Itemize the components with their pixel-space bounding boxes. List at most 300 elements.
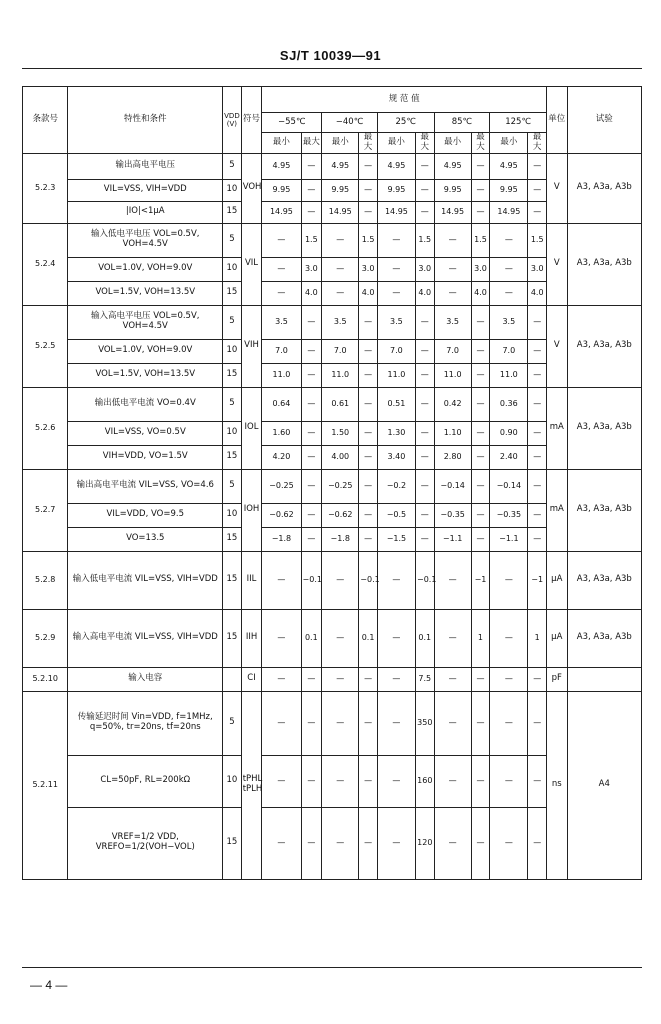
spec-value-cell: — (471, 363, 490, 387)
table-row (23, 609, 642, 667)
vdd-value: 15 (223, 609, 242, 667)
spec-value-cell: — (262, 691, 301, 755)
spec-value-cell: −0.14 (434, 469, 471, 503)
spec-value-cell: — (301, 755, 322, 807)
condition-text: VIL=VSS, VIH=VDD (68, 179, 223, 201)
col-unit-header: 单位 (546, 87, 567, 154)
spec-value-cell: — (262, 223, 301, 257)
max-header: 最大 (416, 133, 435, 154)
spec-value-cell: 4.0 (301, 281, 322, 305)
spec-value-cell: 1.10 (434, 421, 471, 445)
spec-value-cell: — (471, 469, 490, 503)
test-group: A3, A3a, A3b (567, 609, 641, 667)
spec-value-cell: — (490, 755, 528, 807)
item-number: 5.2.6 (23, 387, 68, 469)
spec-value-cell: 14.95 (377, 201, 415, 223)
spec-value-cell: — (416, 339, 435, 363)
vdd-value: 15 (223, 527, 242, 551)
condition-text: VIH=VDD, VO=1.5V (68, 445, 223, 469)
spec-value-cell: 4.95 (262, 153, 301, 179)
spec-value-cell: — (471, 527, 490, 551)
spec-value-cell: — (377, 609, 415, 667)
spec-value-cell: — (471, 755, 490, 807)
spec-value-cell: 9.95 (490, 179, 528, 201)
spec-value-cell: — (528, 421, 547, 445)
spec-value-cell: −0.62 (322, 503, 359, 527)
spec-value-cell: — (434, 223, 471, 257)
spec-value-cell: 11.0 (377, 363, 415, 387)
spec-value-cell: — (434, 551, 471, 609)
spec-value-cell: 3.0 (471, 257, 490, 281)
temp-header: 125℃ (490, 113, 547, 133)
spec-value-cell: — (416, 469, 435, 503)
spec-value-cell: — (490, 551, 528, 609)
spec-value-cell: 3.40 (377, 445, 415, 469)
spec-value-cell: −1.5 (377, 527, 415, 551)
spec-value-cell: 4.0 (471, 281, 490, 305)
vdd-value: 15 (223, 201, 242, 223)
spec-value-cell: −1 (471, 551, 490, 609)
item-number: 5.2.3 (23, 153, 68, 223)
vdd-value: 10 (223, 503, 242, 527)
spec-value-cell: — (471, 305, 490, 339)
spec-value-cell: −1.8 (322, 527, 359, 551)
spec-value-cell: — (322, 807, 359, 879)
spec-value-cell: 4.95 (322, 153, 359, 179)
spec-value-cell: 7.0 (377, 339, 415, 363)
condition-text: VOL=1.0V, VOH=9.0V (68, 339, 223, 363)
vdd-value: 15 (223, 807, 242, 879)
standard-code-header: SJ/T 10039—91 (279, 48, 382, 63)
spec-value-cell: — (471, 339, 490, 363)
spec-value-cell: — (359, 691, 378, 755)
spec-value-cell: — (434, 691, 471, 755)
spec-value-cell: — (262, 257, 301, 281)
spec-value-cell: −0.35 (434, 503, 471, 527)
condition-text: VOL=1.5V, VOH=13.5V (68, 363, 223, 387)
spec-value-cell: — (262, 807, 301, 879)
spec-value-cell: — (528, 201, 547, 223)
spec-value-cell: 1.5 (359, 223, 378, 257)
unit: pF (546, 667, 567, 691)
spec-value-cell: −0.14 (490, 469, 528, 503)
spec-value-cell: 0.1 (359, 609, 378, 667)
spec-value-cell: 7.0 (490, 339, 528, 363)
item-number: 5.2.8 (23, 551, 68, 609)
spec-value-cell: — (322, 281, 359, 305)
spec-value-cell: — (528, 755, 547, 807)
spec-value-cell: — (377, 551, 415, 609)
spec-value-cell: — (301, 445, 322, 469)
spec-value-cell: 0.42 (434, 387, 471, 421)
spec-value-cell: 7.0 (262, 339, 301, 363)
spec-table (22, 86, 642, 880)
spec-value-cell: 11.0 (490, 363, 528, 387)
spec-value-cell: — (416, 179, 435, 201)
spec-value-cell: −0.62 (262, 503, 301, 527)
spec-value-cell: — (490, 281, 528, 305)
spec-value-cell: 4.0 (359, 281, 378, 305)
min-header: 最小 (434, 133, 471, 154)
spec-value-cell: — (359, 445, 378, 469)
spec-value-cell: — (301, 305, 322, 339)
spec-value-cell: — (471, 807, 490, 879)
table-row (23, 667, 642, 691)
spec-value-cell: — (471, 691, 490, 755)
spec-value-cell: — (359, 339, 378, 363)
test-group: A3, A3a, A3b (567, 153, 641, 223)
spec-value-cell: 4.95 (434, 153, 471, 179)
spec-value-cell: — (490, 257, 528, 281)
spec-value-cell: 2.80 (434, 445, 471, 469)
condition-text: VIL=VSS, VO=0.5V (68, 421, 223, 445)
spec-value-cell: −1.1 (434, 527, 471, 551)
condition-text: 输入高电平电压 VOL=0.5V, VOH=4.5V (68, 305, 223, 339)
test-group: A3, A3a, A3b (567, 387, 641, 469)
spec-value-cell: — (528, 807, 547, 879)
max-header: 最大 (359, 133, 378, 154)
spec-value-cell: 1.30 (377, 421, 415, 445)
spec-value-cell: 160 (416, 755, 435, 807)
spec-value-cell: 0.36 (490, 387, 528, 421)
symbol: VOH (241, 153, 262, 223)
spec-value-cell: — (528, 153, 547, 179)
spec-value-cell: 1 (528, 609, 547, 667)
symbol: CI (241, 667, 262, 691)
spec-value-cell: — (322, 257, 359, 281)
col-char-header: 特性和条件 (68, 87, 223, 154)
spec-value-cell: 0.64 (262, 387, 301, 421)
spec-value-cell: 0.51 (377, 387, 415, 421)
spec-value-cell: — (471, 387, 490, 421)
spec-value-cell: — (471, 421, 490, 445)
spec-value-cell: 3.0 (301, 257, 322, 281)
table-row (23, 387, 642, 421)
spec-value-cell: 4.0 (528, 281, 547, 305)
vdd-value: 5 (223, 387, 242, 421)
spec-value-cell: 1.5 (301, 223, 322, 257)
spec-value-cell: — (359, 667, 378, 691)
test-group: A3, A3a, A3b (567, 551, 641, 609)
vdd-value: 15 (223, 445, 242, 469)
spec-value-cell: 1.5 (416, 223, 435, 257)
symbol: tPHL tPLH (241, 691, 262, 879)
spec-value-cell: 7.0 (322, 339, 359, 363)
spec-value-header: 规 范 值 (262, 87, 547, 113)
spec-value-cell: — (322, 551, 359, 609)
spec-value-cell: −0.1 (359, 551, 378, 609)
spec-value-cell: — (471, 667, 490, 691)
vdd-value: 10 (223, 339, 242, 363)
spec-value-cell: 9.95 (377, 179, 415, 201)
min-header: 最小 (262, 133, 301, 154)
spec-value-cell: — (528, 445, 547, 469)
spec-value-cell: — (528, 363, 547, 387)
temp-header: −55℃ (262, 113, 322, 133)
table-row (23, 153, 642, 179)
spec-value-cell: — (471, 153, 490, 179)
spec-value-cell: — (416, 387, 435, 421)
spec-value-cell: 1 (471, 609, 490, 667)
spec-value-cell: 3.5 (490, 305, 528, 339)
spec-value-cell: — (490, 223, 528, 257)
condition-text: 输入低电平电流 VIL=VSS, VIH=VDD (68, 551, 223, 609)
spec-value-cell: 14.95 (322, 201, 359, 223)
spec-value-cell: −1.1 (490, 527, 528, 551)
vdd-value: 5 (223, 305, 242, 339)
spec-value-cell: 14.95 (434, 201, 471, 223)
spec-value-cell: — (434, 755, 471, 807)
spec-value-cell: — (301, 153, 322, 179)
spec-value-cell: — (490, 609, 528, 667)
spec-value-cell: 3.5 (322, 305, 359, 339)
min-header: 最小 (377, 133, 415, 154)
min-header: 最小 (490, 133, 528, 154)
footer-rule (22, 967, 642, 968)
spec-value-cell: 3.5 (434, 305, 471, 339)
symbol: IIH (241, 609, 262, 667)
spec-value-cell: 3.0 (359, 257, 378, 281)
spec-value-cell: — (301, 179, 322, 201)
unit: V (546, 223, 567, 305)
spec-value-cell: 14.95 (262, 201, 301, 223)
condition-text: VO=13.5 (68, 527, 223, 551)
vdd-value: 15 (223, 551, 242, 609)
vdd-value: 10 (223, 421, 242, 445)
symbol: VIH (241, 305, 262, 387)
spec-value-cell: 3.0 (528, 257, 547, 281)
max-header: 最大 (471, 133, 490, 154)
spec-value-cell: 1.5 (471, 223, 490, 257)
symbol: IIL (241, 551, 262, 609)
spec-value-cell: — (359, 179, 378, 201)
spec-value-cell: — (301, 667, 322, 691)
spec-value-cell: — (377, 223, 415, 257)
spec-value-cell: 9.95 (262, 179, 301, 201)
spec-value-cell: — (416, 363, 435, 387)
spec-value-cell: 3.5 (262, 305, 301, 339)
item-number: 5.2.4 (23, 223, 68, 305)
test-group: A3, A3a, A3b (567, 223, 641, 305)
temp-header: −40℃ (322, 113, 378, 133)
spec-value-cell: — (262, 281, 301, 305)
col-item-header: 条款号 (23, 87, 68, 154)
condition-text: VOL=1.5V, VOH=13.5V (68, 281, 223, 305)
spec-value-cell: — (528, 503, 547, 527)
vdd-value: 5 (223, 691, 242, 755)
spec-value-cell: — (528, 527, 547, 551)
item-number: 5.2.7 (23, 469, 68, 551)
unit: V (546, 153, 567, 223)
col-vdd-header: VDD (V) (223, 87, 242, 154)
item-number: 5.2.5 (23, 305, 68, 387)
condition-text: 输入低电平电压 VOL=0.5V, VOH=4.5V (68, 223, 223, 257)
item-number: 5.2.10 (23, 667, 68, 691)
spec-value-cell: — (322, 667, 359, 691)
spec-value-cell: — (471, 179, 490, 201)
spec-value-cell: — (301, 387, 322, 421)
unit: V (546, 305, 567, 387)
spec-value-cell: −0.25 (322, 469, 359, 503)
spec-value-cell: — (434, 667, 471, 691)
spec-value-cell: — (301, 201, 322, 223)
spec-value-cell: — (471, 445, 490, 469)
spec-value-cell: — (359, 469, 378, 503)
spec-value-cell: — (301, 339, 322, 363)
vdd-value: 5 (223, 223, 242, 257)
unit: μA (546, 609, 567, 667)
spec-value-cell: — (416, 421, 435, 445)
condition-text: VREF=1/2 VDD, VREFO=1/2(VOH−VOL) (68, 807, 223, 879)
test-group: A4 (567, 691, 641, 879)
temp-header: 25℃ (377, 113, 434, 133)
spec-value-cell: — (359, 201, 378, 223)
table-row (23, 691, 642, 755)
spec-value-cell: — (359, 421, 378, 445)
symbol: IOH (241, 469, 262, 551)
spec-value-cell: 350 (416, 691, 435, 755)
condition-text: 输出高电平电流 VIL=VSS, VO=4.6 (68, 469, 223, 503)
spec-value-cell: — (528, 667, 547, 691)
condition-text: 输入电容 (68, 667, 223, 691)
vdd-value: 5 (223, 469, 242, 503)
page-number: — 4 — (30, 978, 68, 992)
spec-value-cell: 1.50 (322, 421, 359, 445)
spec-value-cell: — (434, 609, 471, 667)
spec-value-cell: — (301, 363, 322, 387)
spec-value-cell: — (322, 609, 359, 667)
spec-value-cell: — (434, 807, 471, 879)
spec-value-cell: −0.1 (416, 551, 435, 609)
condition-text: 输出低电平电流 VO=0.4V (68, 387, 223, 421)
spec-value-cell: — (490, 667, 528, 691)
unit: mA (546, 469, 567, 551)
condition-text: VIL=VDD, VO=9.5 (68, 503, 223, 527)
spec-value-cell: 1.5 (528, 223, 547, 257)
vdd-value: 10 (223, 257, 242, 281)
col-symbol-header: 符号 (241, 87, 262, 154)
spec-value-cell: 2.40 (490, 445, 528, 469)
spec-value-cell: — (434, 281, 471, 305)
spec-value-cell: 3.5 (377, 305, 415, 339)
condition-text: 输入高电平电流 VIL=VSS, VIH=VDD (68, 609, 223, 667)
spec-value-cell: — (416, 305, 435, 339)
spec-value-cell: −0.1 (301, 551, 322, 609)
spec-value-cell: — (359, 807, 378, 879)
spec-value-cell: — (301, 527, 322, 551)
spec-value-cell: — (471, 201, 490, 223)
spec-value-cell: — (301, 469, 322, 503)
spec-value-cell: 11.0 (322, 363, 359, 387)
spec-value-cell: — (434, 257, 471, 281)
spec-value-cell: 4.0 (416, 281, 435, 305)
spec-value-cell: — (377, 691, 415, 755)
spec-value-cell: — (416, 503, 435, 527)
spec-value-cell: — (301, 691, 322, 755)
spec-value-cell: 9.95 (434, 179, 471, 201)
spec-value-cell: — (416, 201, 435, 223)
header-rule (22, 68, 642, 69)
spec-value-cell: — (359, 527, 378, 551)
spec-value-cell: 0.90 (490, 421, 528, 445)
spec-value-cell: — (490, 807, 528, 879)
spec-value-cell: 4.95 (377, 153, 415, 179)
table-row (23, 551, 642, 609)
spec-value-cell: 9.95 (322, 179, 359, 201)
spec-value-cell: — (359, 153, 378, 179)
test-group: A3, A3a, A3b (567, 305, 641, 387)
spec-value-cell: — (301, 421, 322, 445)
test-group: A3, A3a, A3b (567, 469, 641, 551)
spec-value-cell: 3.0 (416, 257, 435, 281)
spec-value-cell: 14.95 (490, 201, 528, 223)
item-number: 5.2.11 (23, 691, 68, 879)
spec-value-cell: — (377, 667, 415, 691)
test-group (567, 667, 641, 691)
spec-value-cell: — (416, 153, 435, 179)
spec-value-cell: 0.1 (301, 609, 322, 667)
spec-value-cell: — (322, 691, 359, 755)
spec-value-cell: — (262, 609, 301, 667)
col-test-header: 试验 (567, 87, 641, 154)
vdd-value: 10 (223, 179, 242, 201)
spec-value-cell: — (359, 363, 378, 387)
spec-value-cell: — (490, 691, 528, 755)
spec-value-cell: −1.8 (262, 527, 301, 551)
spec-value-cell: — (528, 179, 547, 201)
spec-value-cell: — (359, 305, 378, 339)
spec-value-cell: — (262, 551, 301, 609)
vdd-value (223, 667, 242, 691)
spec-value-cell: 7.0 (434, 339, 471, 363)
condition-text: 传输延迟时间 Vin=VDD, f=1MHz, q=50%, tr=20ns, tf=20ns (68, 691, 223, 755)
table-row (23, 305, 642, 339)
condition-text: 输出高电平电压 (68, 153, 223, 179)
spec-value-cell: — (377, 281, 415, 305)
spec-value-cell: 1.60 (262, 421, 301, 445)
spec-value-cell: — (528, 691, 547, 755)
table-row (23, 469, 642, 503)
spec-value-cell: — (322, 755, 359, 807)
condition-text: CL=50pF, RL=200kΩ (68, 755, 223, 807)
spec-value-cell: 4.20 (262, 445, 301, 469)
item-number: 5.2.9 (23, 609, 68, 667)
spec-value-cell: −1 (528, 551, 547, 609)
max-header: 最大 (528, 133, 547, 154)
spec-value-cell: 11.0 (262, 363, 301, 387)
spec-value-cell: 0.61 (322, 387, 359, 421)
vdd-value: 5 (223, 153, 242, 179)
spec-value-cell: — (377, 257, 415, 281)
spec-value-cell: — (359, 503, 378, 527)
spec-value-cell: 0.1 (416, 609, 435, 667)
vdd-value: 15 (223, 363, 242, 387)
spec-value-cell: 120 (416, 807, 435, 879)
spec-value-cell: — (471, 503, 490, 527)
symbol: VIL (241, 223, 262, 305)
spec-value-cell: 11.0 (434, 363, 471, 387)
spec-value-cell: — (359, 755, 378, 807)
spec-value-cell: — (322, 223, 359, 257)
spec-value-cell: — (416, 445, 435, 469)
spec-value-cell: — (359, 387, 378, 421)
spec-value-cell: — (301, 503, 322, 527)
vdd-value: 15 (223, 281, 242, 305)
vdd-value: 10 (223, 755, 242, 807)
spec-value-cell: — (528, 339, 547, 363)
spec-value-cell: — (301, 807, 322, 879)
spec-value-cell: 4.00 (322, 445, 359, 469)
